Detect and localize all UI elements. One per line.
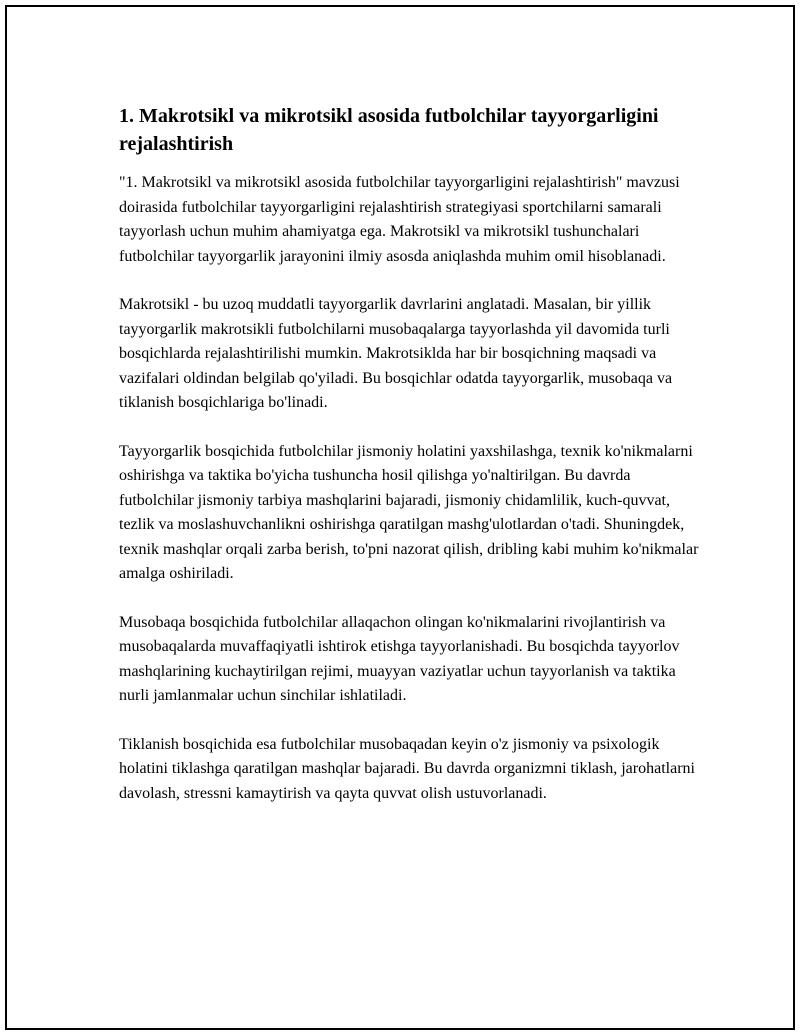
document-body [119, 102, 699, 830]
paragraph-tiklanish: Tiklanish bosqichida esa futbolchilar musobaqadan keyin o'z jismoniy va psixologik holatini tiklashga qaratilgan mashqlar bajaradi. Bu davrda organizmni tiklash, jarohatlarni davolash, stressni kamaytirish va qayta quvvat olish ustuvorlanadi. [119, 735, 695, 802]
document-title: 1. Makrotsikl va mikrotsikl asosida futbolchilar tayyorgarligini rejalashtirish [119, 105, 659, 155]
paragraph-musobaqa: Musobaqa bosqichida futbolchilar allaqachon olingan ko'nikmalarini rivojlantirish va musobaqalarda muvaffaqiyatli ishtirok etishga tayyorlanishadi. Bu bosqichda tayyorlov mashqlarining kuchaytirilgan rejimi, muayyan vaziyatlar uchun tayyorlanish va taktika nurli jamlanmalar uchun sinchilar ishlatiladi. [119, 613, 680, 704]
paragraph-intro: "1. Makrotsikl va mikrotsikl asosida futbolchilar tayyorgarligini rejalashtirish" mavzusi doirasida futbolchilar tayyorgarligini rejalashtirish strategiyasi sportchilarni samarali tayyorlash uchun muhim ahamiyatga ega. Makrotsikl va mikrotsikl tushunchalari futbolchilar tayyorgarlik jarayonini ilmiy asosda aniqlashda muhim omil hisoblanadi. [119, 174, 680, 265]
paragraph-tayyorgarlik: Tayyorgarlik bosqichida futbolchilar jismoniy holatini yaxshilashga, texnik ko'nikmalarni oshirishga va taktika bo'yicha tushuncha hosil qilishga yo'naltirilgan. Bu davrda futbolchilar jismoniy tarbiya mashqlarini bajaradi, jismoniy chidamlilik, kuch-quvvat, tezlik va moslashuvchanlikni oshirishga qaratilgan mashg'ulotlardan o'tadi. Shuningdek, texnik mashqlar orqali zarba berish, to'pni nazorat qilish, dribling kabi muhim ko'nikmalar amalga oshiriladi. [119, 442, 699, 582]
paragraph-makrotsikl: Makrotsikl - bu uzoq muddatli tayyorgarlik davrlarini anglatadi. Masalan, bir yillik tayyorgarlik makrotsikli futbolchilarni musobaqalarga tayyorlashda yil davomida turli bosqichlarda rejalashtirilishi mumkin. Makrotsiklda har bir bosqichning maqsadi va vazifalari oldindan belgilab qo'yiladi. Bu bosqichlar odatda tayyorgarlik, musobaqa va tiklanish bosqichlariga bo'linadi. [119, 296, 673, 411]
page-border [5, 5, 795, 1030]
